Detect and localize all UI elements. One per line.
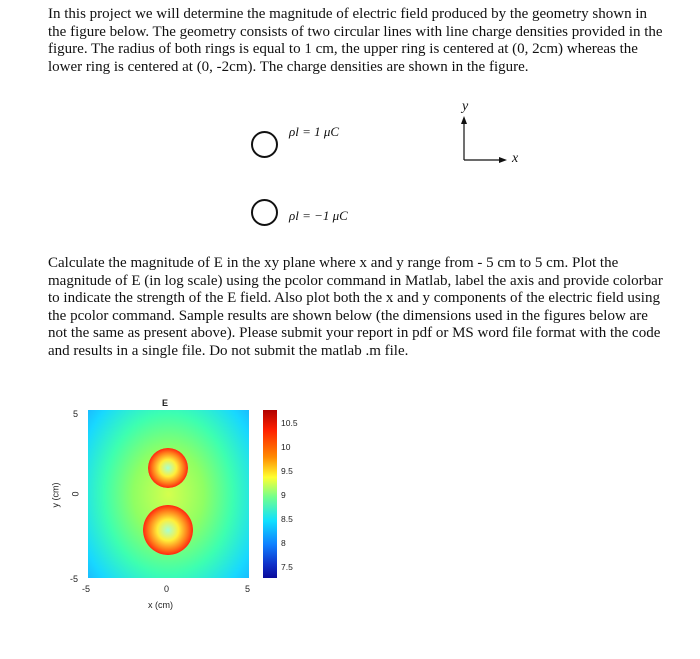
upper-ring-field bbox=[148, 448, 188, 488]
coordinate-axes-icon bbox=[455, 112, 515, 168]
lower-ring-charge-label: ρl = −1 μC bbox=[289, 208, 348, 223]
axis-x-letter: x bbox=[512, 151, 519, 166]
lower-ring bbox=[251, 199, 278, 226]
y-tick-top: 5 bbox=[73, 409, 79, 419]
axis-y-letter: y bbox=[462, 99, 469, 114]
colorbar bbox=[263, 410, 277, 578]
colorbar-tick: 7.5 bbox=[281, 562, 293, 572]
x-tick-right: 5 bbox=[245, 584, 251, 594]
plot-area bbox=[88, 410, 249, 578]
x-tick-left: -5 bbox=[82, 584, 91, 594]
y-tick-bottom: -5 bbox=[70, 574, 79, 584]
plot-title: E bbox=[162, 398, 169, 408]
colorbar-tick: 9.5 bbox=[281, 466, 293, 476]
upper-ring-charge-label: ρl = 1 μC bbox=[289, 124, 340, 139]
x-axis-label: x (cm) bbox=[148, 600, 173, 610]
colorbar-tick: 10.5 bbox=[281, 418, 298, 428]
y-axis-label: y (cm) bbox=[50, 482, 61, 508]
x-tick-middle: 0 bbox=[164, 584, 170, 594]
colorbar-tick: 8 bbox=[281, 538, 286, 548]
colorbar-tick: 8.5 bbox=[281, 514, 293, 524]
task-paragraph: Calculate the magnitude of E in the xy plane where x and y range from - 5 cm to 5 cm. Plot the magnitude of E (in log scale) using the pcolor command in Matlab, label the axis and provide colorbar to indicate the strength of the E field. Also plot both the x and y components of the electric field using the pcolor command. Sample results are shown below (the dimensions used in the figures below are not the same as present above). Please submit your report in pdf or MS word file format with the code and results in a single file. Do not submit the matlab .m file. bbox=[48, 255, 663, 359]
intro-paragraph: In this project we will determine the magnitude of electric field produced by the geometry shown in the figure below. The geometry consists of two circular lines with line charge densities provided in the figure. The radius of both rings is equal to 1 cm, the upper ring is centered at (0, 2cm) whereas the lower ring is centered at (0, -2cm). The charge densities are shown in the figure. bbox=[48, 6, 663, 75]
lower-ring-field bbox=[143, 505, 193, 555]
y-tick-middle: 0 bbox=[70, 491, 81, 497]
colorbar-tick: 10 bbox=[281, 442, 291, 452]
colorbar-tick: 9 bbox=[281, 490, 286, 500]
upper-ring bbox=[251, 131, 278, 158]
